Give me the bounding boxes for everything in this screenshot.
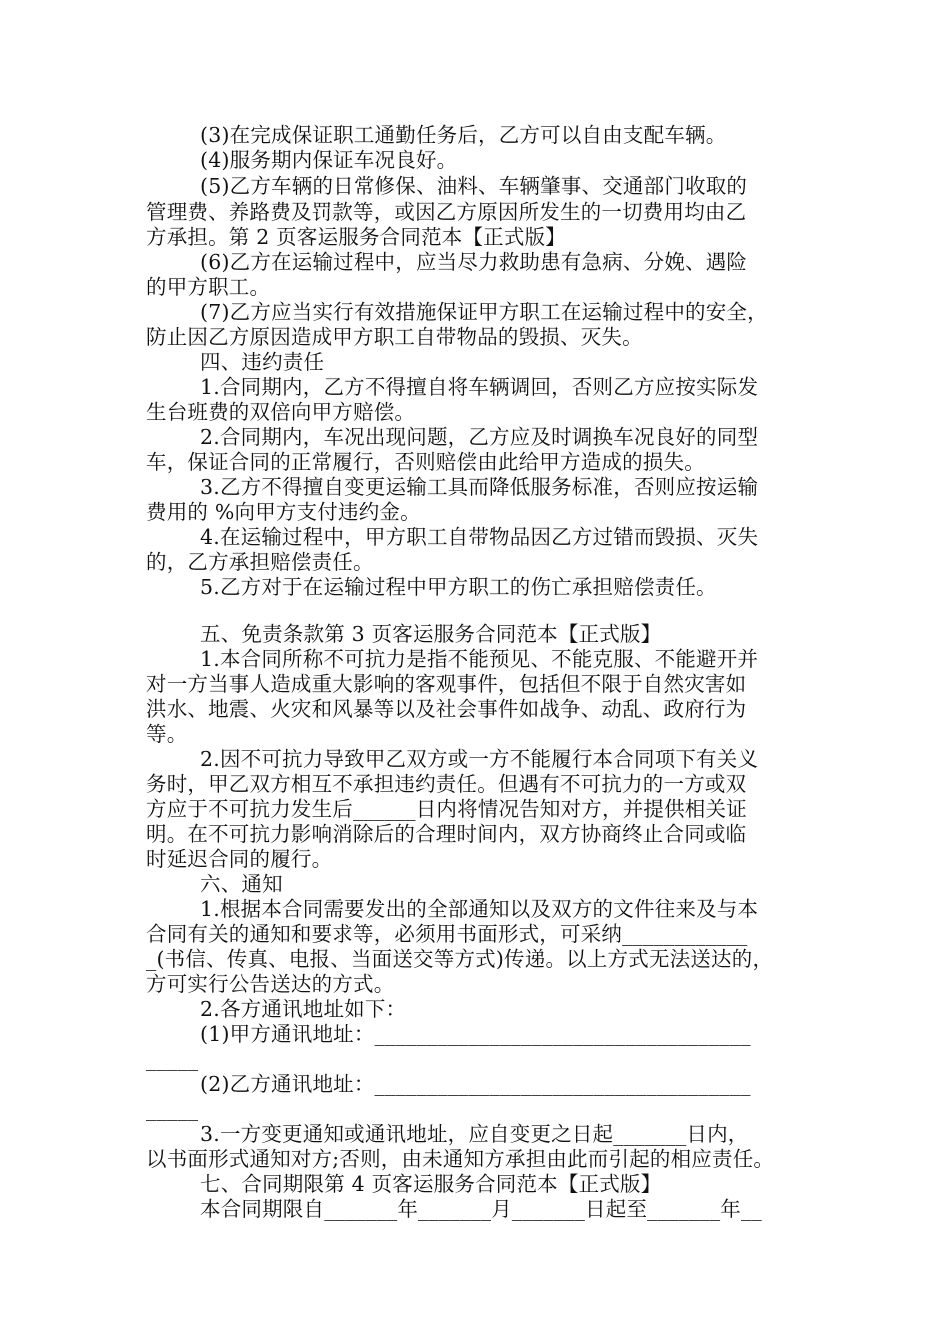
text-line: 5.乙方对于在运输过程中甲方职工的伤亡承担赔偿责任。 <box>200 575 717 599</box>
text-line: 1.本合同所称不可抗力是指不能预见、不能克服、不能避开并 <box>200 647 759 671</box>
text-line: 的，乙方承担赔偿责任。 <box>146 550 374 574</box>
text-line: 务时，甲乙双方相互不承担违约责任。但遇有不可抗力的一方或双 <box>146 772 747 796</box>
text-line: _(书信、传真、电报、当面送交等方式)传递。以上方式无法送达的， <box>146 947 774 971</box>
text-line: (5)乙方车辆的日常修保、油料、车辆肇事、交通部门收取的 <box>200 174 748 198</box>
text-line: 对一方当事人造成重大影响的客观事件，包括但不限于自然灾害如 <box>146 672 747 696</box>
text-line: 2.因不可抗力导致甲乙双方或一方不能履行本合同项下有关义 <box>200 747 759 771</box>
section-heading: 六、通知 <box>200 872 283 896</box>
section-heading: 七、合同期限第 4 页客运服务合同范本【正式版】 <box>200 1172 662 1196</box>
text-line: 本合同期限自_______年_______月_______日起至_______年__ <box>200 1197 762 1221</box>
text-line: _____ <box>146 1047 199 1071</box>
text-line: 方可实行公告送达的方式。 <box>146 972 395 996</box>
text-line: 以书面形式通知对方;否则，由未通知方承担由此而引起的相应责任。 <box>146 1147 775 1171</box>
text-line: 合同有关的通知和要求等，必须用书面形式，可采纳____________ <box>146 922 748 946</box>
text-line: (6)乙方在运输过程中，应当尽力救助患有急病、分娩、遇险 <box>200 250 748 274</box>
text-line: 时延迟合同的履行。 <box>146 847 333 871</box>
text-line: 4.在运输过程中，甲方职工自带物品因乙方过错而毁损、灭失 <box>200 525 759 549</box>
text-line: 的甲方职工。 <box>146 275 271 299</box>
text-line: (7)乙方应当实行有效措施保证甲方职工在运输过程中的安全， <box>200 300 768 324</box>
text-line: 方应于不可抗力发生后______日内将情况告知对方，并提供相关证 <box>146 797 747 821</box>
address-line-party-a: (1)甲方通讯地址：____________________________________ <box>200 1022 751 1046</box>
text-line: 2.各方通讯地址如下： <box>200 997 407 1021</box>
text-line: _____ <box>146 1097 199 1121</box>
text-line: 车，保证合同的正常履行，否则赔偿由此给甲方造成的损失。 <box>146 450 705 474</box>
text-line: 管理费、养路费及罚款等，或因乙方原因所发生的一切费用均由乙 <box>146 200 747 224</box>
text-line: 生台班费的双倍向甲方赔偿。 <box>146 400 416 424</box>
section-heading: 四、违约责任 <box>200 350 325 374</box>
text-line: 2.合同期内，车况出现问题，乙方应及时调换车况良好的同型 <box>200 425 759 449</box>
text-line: 洪水、地震、火灾和风暴等以及社会事件如战争、动乱、政府行为 <box>146 697 747 721</box>
address-line-party-b: (2)乙方通讯地址：____________________________________ <box>200 1072 751 1096</box>
text-line: 1.根据本合同需要发出的全部通知以及双方的文件往来及与本 <box>200 897 759 921</box>
text-line: (4)服务期内保证车况良好。 <box>200 148 458 172</box>
text-line: 等。 <box>146 722 188 746</box>
text-line: 3.一方变更通知或通讯地址，应自变更之日起_______日内， <box>200 1122 749 1146</box>
text-line: 防止因乙方原因造成甲方职工自带物品的毁损、灭失。 <box>146 325 643 349</box>
text-line: 1.合同期内，乙方不得擅自将车辆调回，否则乙方应按实际发 <box>200 375 759 399</box>
text-line: 明。在不可抗力影响消除后的合理时间内，双方协商终止合同或临 <box>146 822 747 846</box>
text-line: (3)在完成保证职工通勤任务后，乙方可以自由支配车辆。 <box>200 123 727 147</box>
text-line: 3.乙方不得擅自变更运输工具而降低服务标准，否则应按运输 <box>200 475 759 499</box>
section-heading: 五、免责条款第 3 页客运服务合同范本【正式版】 <box>200 622 662 646</box>
text-line: 费用的 %向甲方支付违约金。 <box>146 500 421 524</box>
text-line: 方承担。第 2 页客运服务合同范本【正式版】 <box>146 225 566 249</box>
